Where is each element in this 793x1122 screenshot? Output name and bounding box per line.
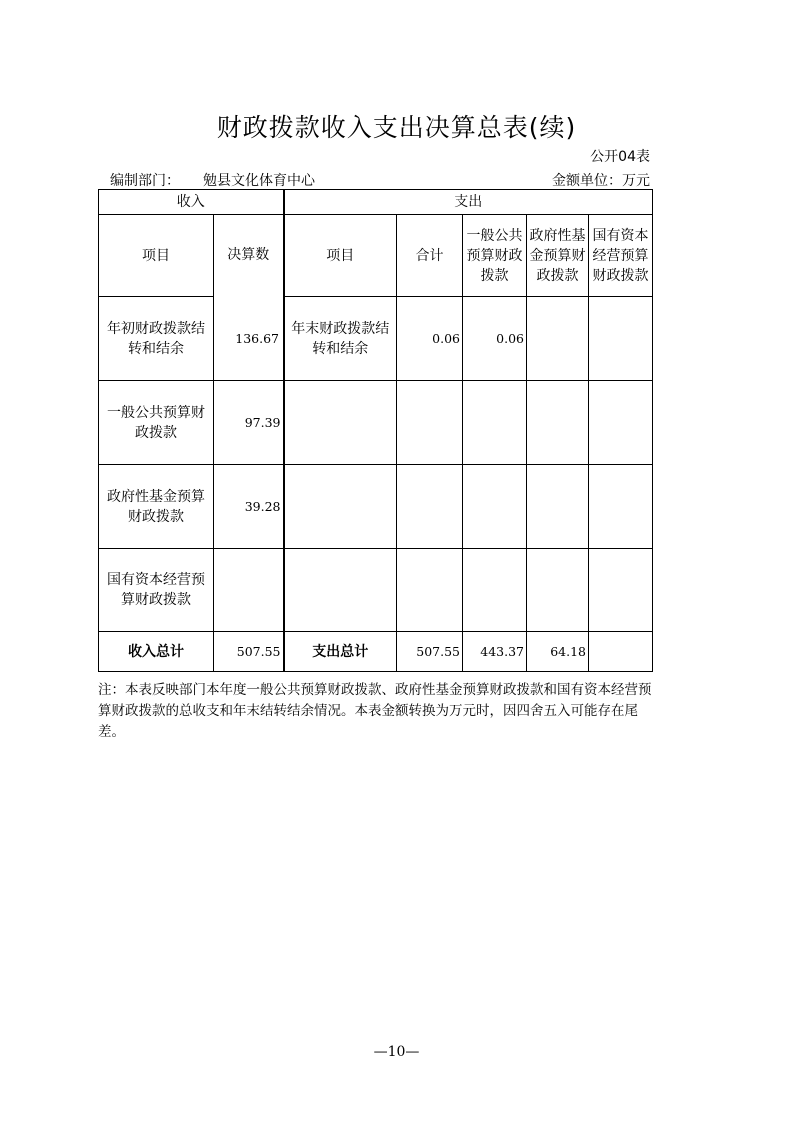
state-capital-cell — [589, 297, 653, 381]
expense-total-cell: 0.06 — [397, 297, 463, 381]
totals-row — [99, 632, 653, 672]
income-item-cell: 政府性基金预算财政拨款 — [99, 465, 214, 549]
table-row — [99, 297, 653, 381]
income-item-cell: 国有资本经营预算财政拨款 — [99, 549, 214, 632]
fund-total-amount: 64.18 — [527, 632, 589, 672]
income-item-cell: 一般公共预算财政拨款 — [99, 381, 214, 465]
expense-total-cell — [397, 381, 463, 465]
income-amount-cell: 97.39 — [214, 381, 284, 465]
org-label: 编制部门： — [110, 173, 180, 189]
amount-unit: 金额单位：万元 — [552, 173, 650, 189]
org-name: 勉县文化体育中心 — [203, 173, 315, 189]
table-row — [99, 549, 653, 632]
income-amount-cell — [214, 549, 284, 632]
table-note: 注：本表反映部门本年度一般公共预算财政拨款、政府性基金预算财政拨款和国有资本经营预算财政拨款的总收支和年末结转结余情况。本表金额转换为万元时，因四舍五入可能存在尾差。 — [98, 682, 652, 740]
income-item-cell: 年初财政拨款结转和结余 — [99, 297, 214, 381]
col-general-budget: 一般公共预算财政拨款 — [463, 215, 527, 297]
col-income-item: 项目 — [99, 215, 214, 297]
income-total-amount: 507.55 — [214, 632, 284, 672]
income-amount-cell: 136.67 — [235, 331, 279, 346]
fund-budget-cell — [527, 381, 589, 465]
general-total-amount: 443.37 — [463, 632, 527, 672]
expense-total-cell — [397, 549, 463, 632]
expense-item-cell: 年末财政拨款结转和结余 — [284, 297, 397, 381]
general-budget-cell: 0.06 — [463, 297, 527, 381]
col-state-capital: 国有资本经营预算财政拨款 — [589, 215, 653, 297]
appropriation-table — [98, 189, 653, 672]
general-budget-cell — [463, 549, 527, 632]
table-row — [99, 465, 653, 549]
general-budget-cell — [463, 465, 527, 549]
col-expense-total: 合计 — [397, 215, 463, 297]
table-code: 公开04表 — [590, 149, 650, 165]
state-capital-cell — [589, 465, 653, 549]
table-row — [99, 381, 653, 465]
col-fund-budget: 政府性基金预算财政拨款 — [527, 215, 589, 297]
income-amount-cell: 39.28 — [214, 465, 284, 549]
fund-budget-cell — [527, 549, 589, 632]
expense-total-amount: 507.55 — [397, 632, 463, 672]
expense-item-cell — [284, 549, 397, 632]
income-header: 收入 — [99, 190, 284, 215]
page-title: 财政拨款收入支出决算总表(续) — [216, 113, 577, 142]
general-budget-cell — [463, 381, 527, 465]
col-income-amount: 决算数 — [214, 215, 284, 381]
col-expense-item: 项目 — [284, 215, 397, 297]
income-total-label: 收入总计 — [99, 632, 214, 672]
expense-item-cell — [284, 381, 397, 465]
state-capital-cell — [589, 549, 653, 632]
fund-budget-cell — [527, 465, 589, 549]
page-number: —10— — [373, 1044, 420, 1060]
expense-item-cell — [284, 465, 397, 549]
expense-total-label: 支出总计 — [284, 632, 397, 672]
fund-budget-cell — [527, 297, 589, 381]
state-total-amount — [589, 632, 653, 672]
expense-header: 支出 — [284, 190, 653, 215]
state-capital-cell — [589, 381, 653, 465]
expense-total-cell — [397, 465, 463, 549]
